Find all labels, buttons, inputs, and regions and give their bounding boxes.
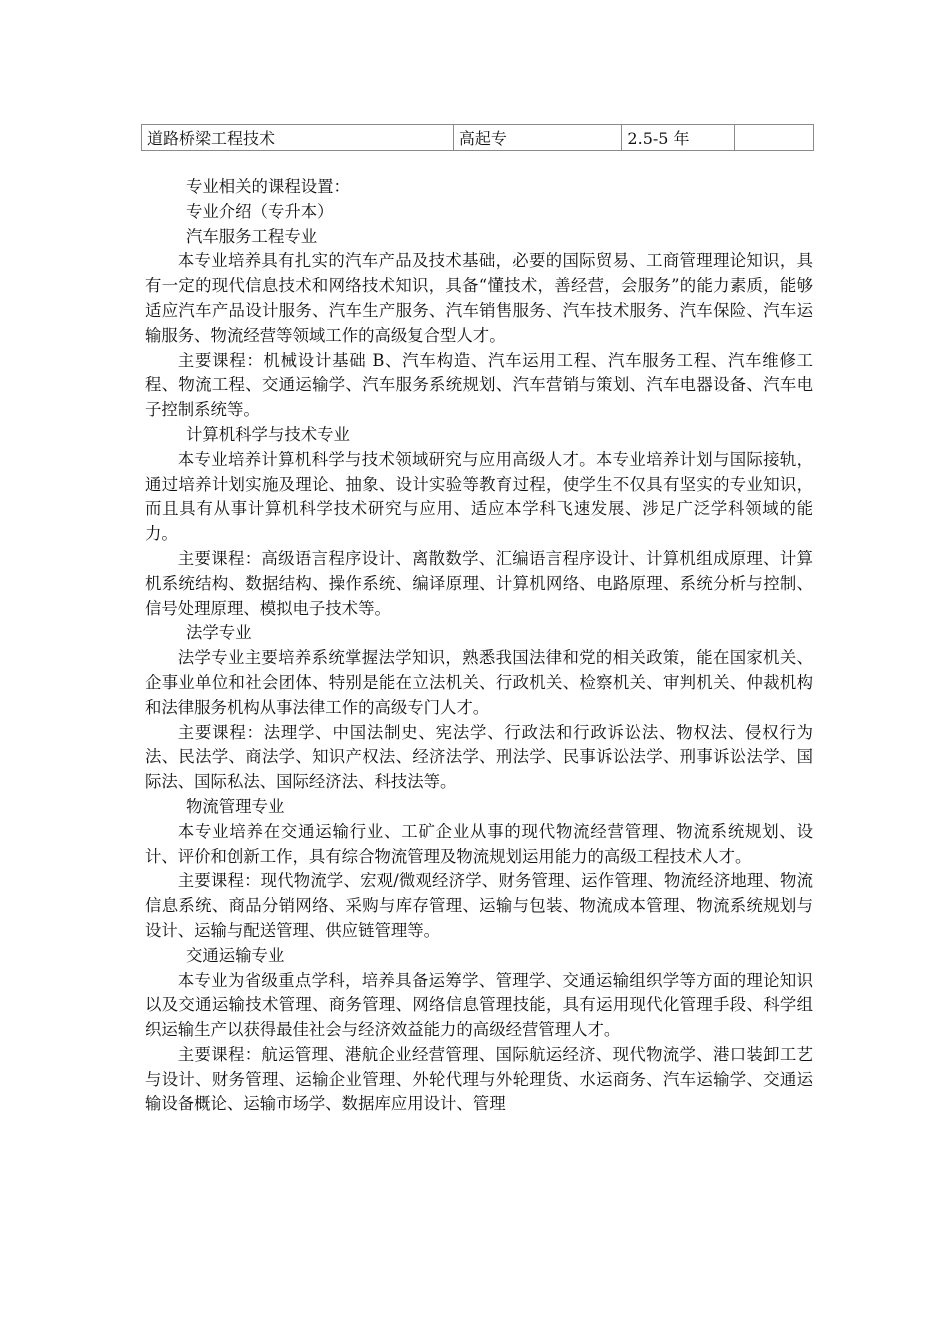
paragraph-transportation-courses: 主要课程：航运管理、港航企业经营管理、国际航运经济、现代物流学、港口装卸工艺与设计、财务管理、运输企业管理、外轮代理与外轮理货、水运商务、汽车运输学、交通运输设备概论、运输市场学、数据库应用设计、管理 bbox=[145, 1044, 813, 1114]
paragraph-logistics-description: 本专业培养在交通运输行业、工矿企业从事的现代物流经营管理、物流系统规划、设计、评价和创新工作，具有综合物流管理及物流规划运用能力的高级工程技术人才。 bbox=[145, 821, 813, 866]
table-cell-level: 高起专 bbox=[453, 125, 622, 151]
major-title-law: 法学专业 bbox=[186, 623, 252, 643]
paragraph-automotive-courses: 主要课程：机械设计基础 B、汽车构造、汽车运用工程、汽车服务工程、汽车维修工程、物流工程、交通运输学、汽车服务系统规划、汽车营销与策划、汽车电器设备、汽车电子控制系统等。 bbox=[145, 350, 813, 420]
table-row bbox=[142, 125, 814, 151]
paragraph-transportation-description: 本专业为省级重点学科，培养具备运筹学、管理学、交通运输组织学等方面的理论知识以及交通运输技术管理、商务管理、网络信息管理技能，具有运用现代化管理手段、科学组织运输生产以获得最佳社会与经济效益能力的高级经营管理人才。 bbox=[145, 970, 813, 1040]
paragraph-cs-courses: 主要课程：高级语言程序设计、离散数学、汇编语言程序设计、计算机组成原理、计算机系统结构、数据结构、操作系统、编译原理、计算机网络、电路原理、系统分析与控制、信号处理原理、模拟电子技术等。 bbox=[145, 548, 813, 618]
paragraph-logistics-courses: 主要课程：现代物流学、宏观/微观经济学、财务管理、运作管理、物流经济地理、物流信息系统、商品分销网络、采购与库存管理、运输与包装、物流成本管理、物流系统规划与设计、运输与配送管理、供应链管理等。 bbox=[145, 871, 813, 940]
major-title-computer-science: 计算机科学与技术专业 bbox=[186, 424, 350, 444]
paragraph-cs-description: 本专业培养计算机科学与技术领域研究与应用高级人才。本专业培养计划与国际接轨，通过培养计划实施及理论、抽象、设计实验等教育过程，使学生不仅具有坚实的专业知识，而且具有从事计算机科学技术研究与应用、适应本学科飞速发展、涉足广泛学科领域的能力。 bbox=[145, 449, 813, 544]
major-title-automotive-service: 汽车服务工程专业 bbox=[186, 226, 318, 246]
table-cell-program: 道路桥梁工程技术 bbox=[142, 125, 454, 151]
table-cell-empty bbox=[734, 125, 813, 151]
paragraph-law-description: 法学专业主要培养系统掌握法学知识，熟悉我国法律和党的相关政策，能在国家机关、企事业单位和社会团体、特别是能在立法机关、行政机关、检察机关、审判机关、仲裁机构和法律服务机构从事法律工作的高级专门人才。 bbox=[145, 648, 813, 717]
paragraph-automotive-description: 本专业培养具有扎实的汽车产品及技术基础，必要的国际贸易、工商管理理论知识，具有一定的现代信息技术和网络技术知识，具备“懂技术，善经营，会服务”的能力素质，能够适应汽车产品设计服务、汽车生产服务、汽车销售服务、汽车技术服务、汽车保险、汽车运输服务、物流经营等领域工作的高级复合型人才。 bbox=[145, 251, 813, 345]
section-heading-intro: 专业介绍（专升本） bbox=[186, 201, 334, 221]
paragraph-law-courses: 主要课程：法理学、中国法制史、宪法学、行政法和行政诉讼法、物权法、侵权行为法、民法学、商法学、知识产权法、经济法学、刑法学、民事诉讼法学、刑事诉讼法学、国际法、国际私法、国际经济法、科技法等。 bbox=[145, 722, 813, 792]
major-title-transportation: 交通运输专业 bbox=[186, 945, 285, 965]
table-cell-duration: 2.5-5 年 bbox=[622, 125, 734, 151]
body-text bbox=[145, 175, 813, 1117]
major-title-logistics: 物流管理专业 bbox=[186, 796, 285, 816]
program-table bbox=[141, 124, 814, 151]
section-heading-course-settings: 专业相关的课程设置： bbox=[186, 177, 350, 196]
